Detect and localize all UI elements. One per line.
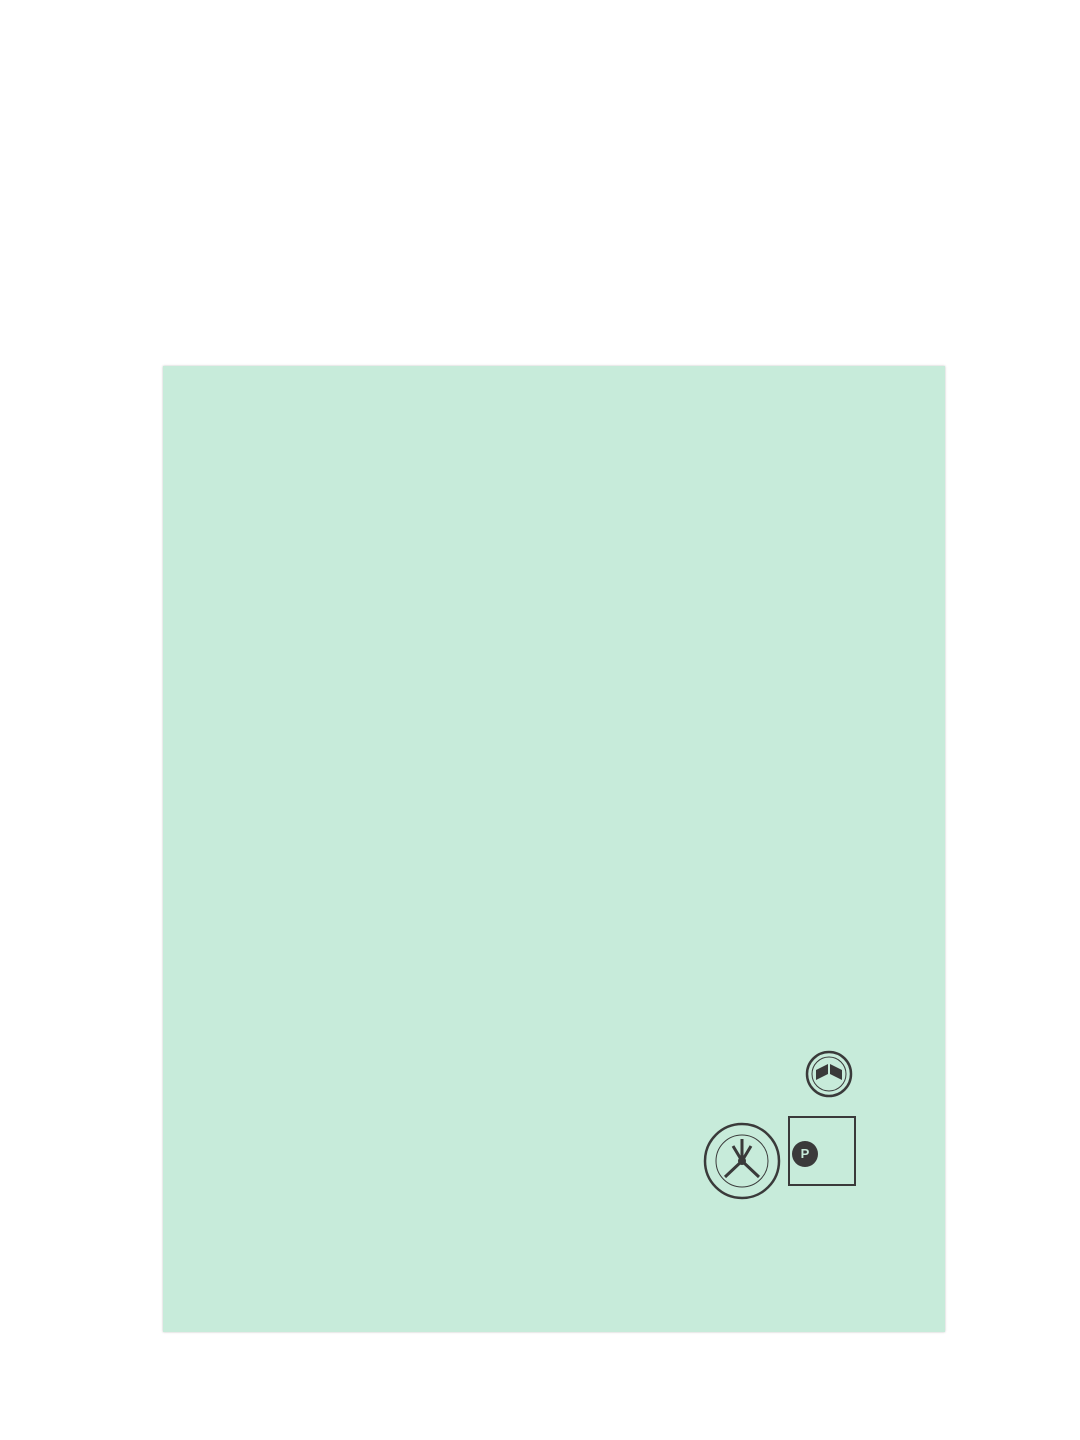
notebook-back-cover — [163, 366, 945, 1332]
book-mark-icon — [807, 1052, 851, 1096]
certification-marks — [761, 1050, 855, 1100]
svg-text:Р: Р — [800, 1146, 810, 1161]
barcode — [698, 1126, 848, 1188]
